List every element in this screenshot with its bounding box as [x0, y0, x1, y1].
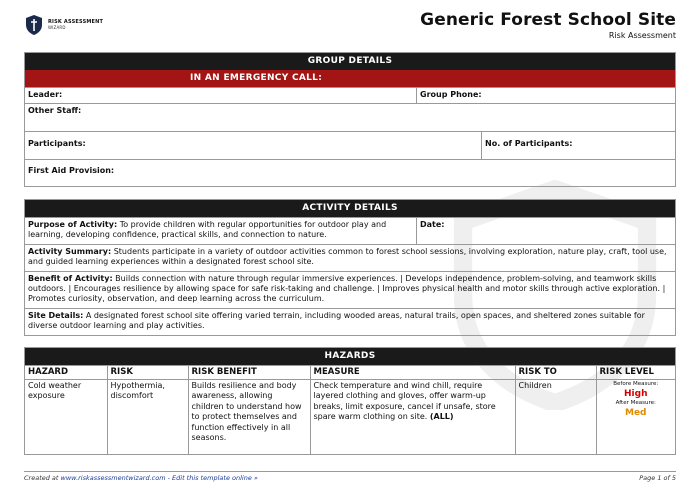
participants-field[interactable] [25, 132, 481, 159]
purpose-field [25, 218, 416, 244]
leader-label: Leader: [28, 90, 63, 99]
table-row [25, 379, 675, 454]
leader-field[interactable] [25, 88, 416, 103]
purpose-label: Purpose of Activity: [28, 220, 118, 229]
hazards-header-row [25, 366, 675, 380]
num-participants-field[interactable] [481, 132, 675, 159]
logo-subtitle: WIZARD [48, 25, 66, 30]
emergency-bar: IN AN EMERGENCY CALL: [25, 70, 675, 87]
first-aid-field[interactable] [25, 160, 675, 186]
page-title: Generic Forest School Site [420, 10, 676, 30]
logo [24, 14, 103, 36]
activity-details-bar: ACTIVITY DETAILS [25, 200, 675, 217]
page-subtitle: Risk Assessment [608, 31, 676, 40]
measure-tag: (ALL) [429, 412, 454, 421]
col-risk-level: RISK LEVEL [596, 366, 675, 380]
before-level-badge: High [624, 388, 648, 399]
summary-field [25, 245, 675, 271]
benefit-text: Builds connection with nature through regular immersive experiences. | Develops independence, problem-solving, and teamwork skills outdoors. | Encourages resilience by allowing space for safe risk-taking and challenge. | Improves physical health and motor skills through active exploration. | Promotes curiosity, observation, and deep learning across the curriculum. [28, 274, 666, 303]
site-text: A designated forest school site offering varied terrain, including wooded areas, natural trails, open spaces, and sheltered zones suitable for diverse outdoor learning and play activities. [28, 311, 645, 330]
benefit-field [25, 272, 675, 308]
col-risk: RISK [107, 366, 188, 380]
first-aid-label: First Aid Provision: [28, 166, 115, 175]
benefit-label: Benefit of Activity: [28, 274, 113, 283]
col-measure: MEASURE [310, 366, 515, 380]
logo-text [48, 19, 103, 31]
group-details-bar: GROUP DETAILS [25, 53, 675, 70]
before-measure-label: Before Measure: [613, 380, 659, 387]
hazards-table [25, 365, 675, 454]
group-phone-field[interactable] [416, 88, 675, 103]
footer-link[interactable]: www.riskassessmentwizard.com - Edit this template online » [60, 474, 258, 482]
page-footer [24, 471, 676, 482]
group-phone-label: Group Phone: [420, 90, 482, 99]
logo-title: RISK ASSESSMENT [48, 19, 104, 25]
col-hazard: HAZARD [25, 366, 107, 380]
purpose-text: To provide children with regular opportunities for outdoor play and learning, developing confidence, practical skills, and connection to nature. [28, 220, 387, 239]
risk-cell: Hypothermia, discomfort [107, 379, 188, 454]
measure-text: Check temperature and wind chill, require layered clothing and gloves, offer warm-up breaks, limit exposure, cancel if unsafe, store spare warm clothing on site. [313, 380, 496, 421]
col-risk-to: RISK TO [515, 366, 596, 380]
date-field[interactable] [416, 218, 675, 244]
group-details-section [24, 52, 676, 187]
site-field [25, 309, 675, 335]
num-participants-label: No. of Participants: [485, 139, 573, 148]
col-risk-benefit: RISK BENEFIT [188, 366, 310, 380]
other-staff-label: Other Staff: [28, 106, 82, 115]
risk-level-cell [596, 379, 675, 454]
summary-label: Activity Summary: [28, 247, 112, 256]
hazards-section [24, 347, 676, 455]
activity-details-section [24, 199, 676, 336]
page-number: Page 1 of 5 [639, 474, 676, 482]
site-label: Site Details: [28, 311, 84, 320]
shield-logo-icon [24, 14, 44, 36]
benefit-cell: Builds resilience and body awareness, allowing children to understand how to protect themselves and function effectively in all seasons. [188, 379, 310, 454]
risk-to-cell: Children [515, 379, 596, 454]
after-level-badge: Med [624, 407, 647, 418]
after-measure-label: After Measure: [615, 399, 656, 406]
hazards-bar: HAZARDS [25, 348, 675, 365]
other-staff-field[interactable] [25, 104, 675, 131]
summary-text: Students participate in a variety of outdoor activities common to forest school sessions, involving exploration, nature play, craft, tool use, and guided learning experiences within a designated forest school site. [28, 247, 667, 266]
footer-created-label: Created at [24, 474, 61, 482]
measure-cell [310, 379, 515, 454]
page-header [24, 10, 676, 46]
date-label: Date: [420, 220, 445, 229]
participants-label: Participants: [28, 139, 86, 148]
hazard-cell: Cold weather exposure [25, 379, 107, 454]
